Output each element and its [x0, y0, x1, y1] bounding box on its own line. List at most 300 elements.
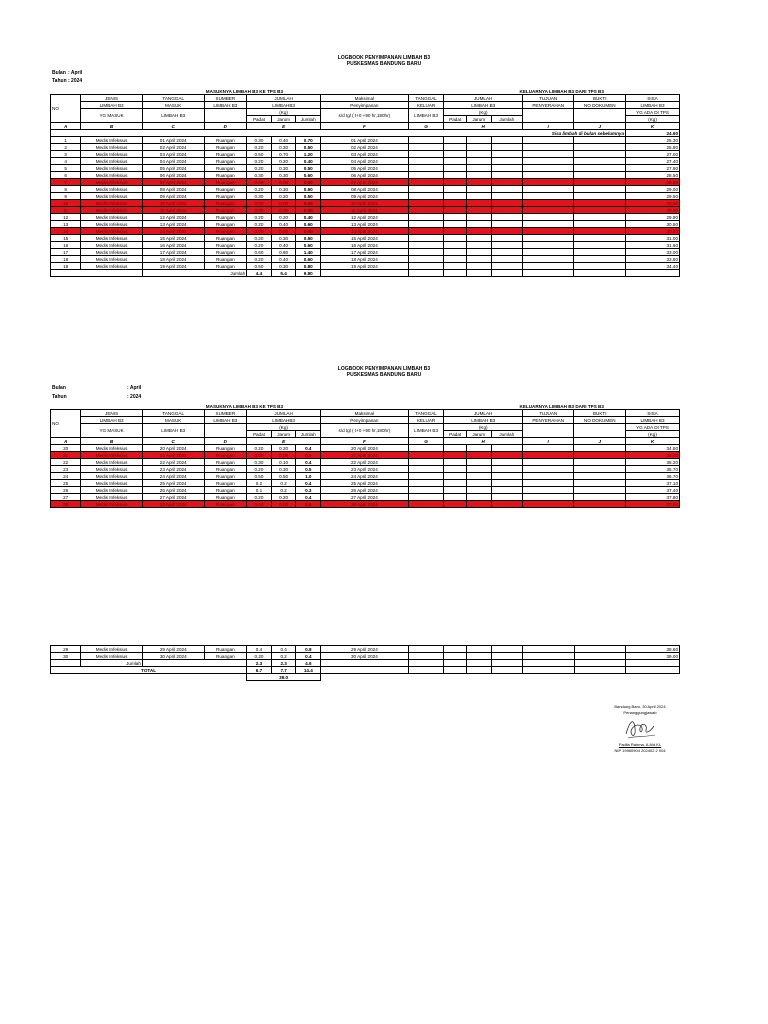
cell-jarum-keluar	[466, 235, 491, 242]
cell-padat: 0.00	[247, 200, 272, 207]
cell-jenis: Medis Infeksius	[81, 151, 143, 158]
cell-tanggal-masuk: 29 April 2024	[142, 646, 204, 653]
cell-bukti	[574, 235, 626, 242]
col-tgl-keluar-header-3: LIMBAH B3	[408, 424, 444, 438]
cell-sumber: Ruangan	[204, 228, 247, 235]
bulan-value-2: : April	[127, 385, 142, 391]
cell-jarum: 0.40	[271, 242, 296, 249]
col-kg-header: (Kg)	[247, 424, 321, 431]
cell-padat-keluar	[444, 151, 466, 158]
cell-jarum: 0.20	[271, 193, 296, 200]
cell-sisa: 33.60	[626, 256, 680, 263]
grand-empty	[626, 674, 680, 681]
col-bukti-header-1: BUKTI	[574, 410, 626, 417]
cell-no: 1	[51, 137, 81, 144]
cell-jumlah-keluar	[491, 200, 522, 207]
cell-tujuan	[522, 221, 574, 228]
sisa-blank	[51, 130, 626, 137]
cell-maksimal: 29 April 2024	[321, 646, 408, 653]
cell-jarum-keluar	[466, 221, 491, 228]
cell-jumlah: 0.00	[296, 179, 321, 186]
col-sumber-header-3	[204, 424, 247, 438]
cell-maksimal: 08 April 2024	[321, 186, 409, 193]
cell-bukti	[574, 459, 626, 466]
cell-jarum: 0.70	[271, 151, 296, 158]
cell-sumber: Ruangan	[204, 263, 247, 270]
table-row	[51, 653, 680, 660]
cell-padat-keluar	[444, 172, 466, 179]
letter-h: H	[444, 438, 522, 445]
cell-sisa: 29.00	[626, 186, 680, 193]
cell-tgl-keluar	[408, 452, 444, 459]
cell-tujuan	[522, 501, 574, 508]
cell-jenis: Medis Infeksius	[81, 158, 143, 165]
jumlah-jarum-3: 2.3	[271, 660, 296, 667]
cell-padat-keluar	[444, 487, 466, 494]
tahun-line-2	[52, 394, 141, 400]
cell-bukti	[574, 480, 626, 487]
jumlah-empty	[574, 660, 626, 667]
cell-sumber: Ruangan	[204, 653, 247, 660]
jumlah-empty	[408, 660, 444, 667]
signature-name: Fadila Rahma, A.Md.KL	[618, 742, 662, 747]
total-empty	[522, 667, 574, 674]
cell-bukti	[574, 207, 626, 214]
cell-sumber: Ruangan	[204, 459, 247, 466]
cell-padat-keluar	[444, 242, 466, 249]
cell-tujuan	[522, 480, 574, 487]
grand-empty	[491, 674, 522, 681]
table-row	[51, 494, 680, 501]
grand-total-value: 39.0	[247, 674, 321, 681]
cell-sumber: Ruangan	[204, 158, 247, 165]
cell-sumber: Ruangan	[204, 144, 247, 151]
cell-jarum: 0.40	[271, 221, 296, 228]
cell-sumber: Ruangan	[204, 249, 247, 256]
letter-e: E	[247, 123, 321, 130]
cell-bukti	[574, 646, 626, 653]
col-tanggal-header-3: LIMBAH B3	[142, 109, 204, 123]
cell-maksimal: 17 April 2024	[321, 249, 409, 256]
cell-tanggal-masuk: 18 April 2024	[142, 256, 204, 263]
cell-jumlah: 0.40	[296, 158, 321, 165]
logbook-subtitle: PUSKESMAS BANDUNG BARU	[346, 61, 422, 67]
cell-jenis: Medis Infeksius	[81, 646, 143, 653]
cell-tujuan	[522, 494, 574, 501]
col-maksimal-header-1: Maksimal	[321, 95, 409, 102]
letter-a: A	[51, 123, 81, 130]
cell-tujuan	[522, 263, 574, 270]
cell-jarum: 0.30	[271, 144, 296, 151]
letter-j: J	[574, 438, 626, 445]
cell-maksimal: 12 April 2024	[321, 214, 409, 221]
cell-sumber: Ruangan	[204, 473, 247, 480]
cell-tanggal-masuk: 15 April 2024	[142, 235, 204, 242]
cell-sumber: Ruangan	[204, 179, 247, 186]
cell-sumber: Ruangan	[204, 445, 247, 452]
letter-k: K	[626, 438, 680, 445]
cell-tujuan	[522, 466, 574, 473]
col-jenis-header-1: JENIS	[81, 95, 143, 102]
cell-bukti	[574, 179, 626, 186]
cell-padat: 0.30	[247, 459, 272, 466]
table-row	[51, 445, 680, 452]
col-jumlah-sub-header: Jumlah	[296, 431, 321, 438]
cell-jumlah: 0.50	[296, 144, 321, 151]
cell-jenis: Medis Infeksius	[81, 445, 143, 452]
col-sisa-header-4: (Kg)	[626, 431, 680, 438]
cell-no: 7	[51, 179, 81, 186]
sisa-sebelumnya-value: 24.60	[626, 130, 680, 137]
cell-padat: 0.2	[247, 480, 272, 487]
cell-sumber: Ruangan	[204, 151, 247, 158]
total-jarum: 7.7	[271, 667, 296, 674]
cell-tujuan	[522, 151, 574, 158]
cell-tujuan	[522, 473, 574, 480]
table-row	[51, 466, 680, 473]
table-1-body	[51, 130, 680, 277]
col-sisa-header-3: YG ADA DI TPS	[626, 109, 680, 116]
cell-jenis: Medis Infeksius	[81, 452, 143, 459]
cell-sisa: 34.80	[626, 452, 680, 459]
sisa-sebelumnya-label: Sisa limbah di bulan sebelumnya	[551, 130, 625, 136]
cell-sumber: Ruangan	[204, 172, 247, 179]
cell-jarum: 0.00	[271, 452, 296, 459]
cell-tanggal-masuk: 07 April 2024	[142, 179, 204, 186]
col-limbah-keluar-header: LIMBAH B3	[444, 417, 522, 424]
keluar-group-title: KELUARNYA LIMBAH B3 DARI TPS B3	[519, 403, 604, 409]
cell-tgl-keluar	[408, 242, 444, 249]
col-tgl-keluar-header-3: LIMBAH B3	[408, 109, 444, 123]
col-padat-keluar-header: Padat	[444, 116, 466, 123]
cell-jenis: Medis Infeksius	[81, 487, 143, 494]
cell-no: 24	[51, 473, 81, 480]
logbook-subtitle-2: PUSKESMAS BANDUNG BARU	[346, 372, 422, 378]
cell-tujuan	[522, 459, 574, 466]
table-row	[51, 207, 680, 214]
cell-tujuan	[522, 165, 574, 172]
cell-jumlah: 1.40	[296, 249, 321, 256]
cell-sumber: Ruangan	[204, 214, 247, 221]
cell-padat: 0.00	[247, 207, 272, 214]
cell-tgl-keluar	[408, 487, 444, 494]
cell-maksimal: 27 April 2024	[321, 494, 409, 501]
cell-jenis: Medis Infeksius	[81, 193, 143, 200]
cell-tgl-keluar	[408, 494, 444, 501]
cell-sumber: Ruangan	[204, 221, 247, 228]
cell-tgl-keluar	[408, 256, 444, 263]
cell-tgl-keluar	[408, 480, 444, 487]
col-tanggal-header-3: LIMBAH B3	[142, 424, 204, 438]
jumlah-padat-3: 2.3	[247, 660, 272, 667]
letter-f: F	[321, 123, 409, 130]
cell-sumber: Ruangan	[204, 235, 247, 242]
cell-jumlah-keluar	[491, 186, 522, 193]
cell-jumlah-keluar	[491, 459, 522, 466]
cell-padat: 0.20	[247, 235, 272, 242]
total-row	[51, 667, 680, 674]
cell-jumlah: 0.80	[296, 263, 321, 270]
cell-padat-keluar	[444, 200, 466, 207]
table-row	[51, 137, 680, 144]
cell-no: 28	[51, 501, 81, 508]
jumlah-blank	[51, 660, 81, 667]
grand-empty	[444, 674, 466, 681]
cell-tgl-keluar	[408, 653, 444, 660]
cell-padat-keluar	[444, 653, 466, 660]
cell-sumber: Ruangan	[204, 646, 247, 653]
cell-sisa: 37.10	[626, 480, 680, 487]
cell-tanggal-masuk: 21 April 2024	[142, 452, 204, 459]
cell-bukti	[574, 214, 626, 221]
cell-sisa: 34.40	[626, 263, 680, 270]
col-jarum-header: Jarum	[271, 431, 296, 438]
cell-tanggal-masuk: 10 April 2024	[142, 200, 204, 207]
cell-padat: 0.20	[247, 214, 272, 221]
cell-bukti	[574, 137, 626, 144]
letter-e: E	[247, 438, 321, 445]
cell-jarum-keluar	[466, 151, 491, 158]
cell-sisa: 35.70	[626, 466, 680, 473]
letter-f: F	[321, 438, 409, 445]
cell-jumlah: 0.5	[296, 466, 321, 473]
cell-tanggal-masuk: 16 April 2024	[142, 242, 204, 249]
cell-jenis: Medis Infeksius	[81, 466, 143, 473]
cell-padat-keluar	[444, 137, 466, 144]
cell-maksimal: 06 April 2024	[321, 172, 409, 179]
jumlah-empty	[491, 270, 522, 277]
col-maksimal-header-2: Penyimpanan	[321, 102, 409, 109]
cell-bukti	[574, 487, 626, 494]
cell-jenis: Medis Infeksius	[81, 200, 143, 207]
cell-jumlah-keluar	[491, 473, 522, 480]
cell-jenis: Medis Infeksius	[81, 214, 143, 221]
jumlah-blank	[142, 660, 246, 667]
masuk-group-title: MASUKNYA LIMBAH B3 KE TPS B3	[205, 403, 284, 409]
cell-tgl-keluar	[408, 473, 444, 480]
table-2-body	[51, 445, 680, 508]
cell-padat: 0.20	[247, 256, 272, 263]
cell-no: 17	[51, 249, 81, 256]
cell-jumlah: 0.70	[296, 137, 321, 144]
cell-sisa: 31.60	[626, 242, 680, 249]
cell-padat: 0.50	[247, 473, 272, 480]
cell-tujuan	[522, 452, 574, 459]
cell-sisa: 27.40	[626, 158, 680, 165]
cell-bukti	[574, 200, 626, 207]
cell-padat: 0.60	[247, 249, 272, 256]
cell-maksimal: 18 April 2024	[321, 256, 409, 263]
cell-sisa: 38.60	[626, 646, 680, 653]
total-jumlah: 14.4	[296, 667, 321, 674]
bulan-label: Bulan	[52, 70, 66, 76]
cell-sumber: Ruangan	[204, 487, 247, 494]
col-sisa-header-4: (Kg)	[626, 116, 680, 123]
cell-jenis: Medis Infeksius	[81, 473, 143, 480]
cell-padat-keluar	[444, 221, 466, 228]
cell-bukti	[574, 221, 626, 228]
jumlah-jarum: 5.4	[271, 270, 296, 277]
cell-sisa: 28.50	[626, 172, 680, 179]
cell-tujuan	[522, 186, 574, 193]
cell-jarum-keluar	[466, 494, 491, 501]
jumlah-empty	[466, 660, 491, 667]
col-bukti-header-2: NO DOKUMEN	[574, 102, 626, 109]
cell-no: 14	[51, 228, 81, 235]
cell-padat-keluar	[444, 207, 466, 214]
cell-padat: 0.20	[247, 186, 272, 193]
cell-padat: 0.20	[247, 445, 272, 452]
table-row	[51, 144, 680, 151]
cell-jarum: 0.30	[271, 172, 296, 179]
cell-maksimal: 24 April 2024	[321, 473, 409, 480]
cell-tujuan	[522, 249, 574, 256]
cell-maksimal: 13 April 2024	[321, 221, 409, 228]
cell-padat: 0.20	[247, 494, 272, 501]
col-padat-header: Padat	[247, 431, 272, 438]
logbook-table-1	[50, 88, 680, 277]
cell-bukti	[574, 452, 626, 459]
cell-tgl-keluar	[408, 235, 444, 242]
jumlah-padat: 4.4	[247, 270, 272, 277]
col-jumlah-keluar-header: JUMLAH	[444, 95, 522, 102]
cell-padat-keluar	[444, 144, 466, 151]
cell-padat-keluar	[444, 501, 466, 508]
cell-tanggal-masuk: 26 April 2024	[142, 487, 204, 494]
cell-jarum: 0.10	[271, 459, 296, 466]
cell-no: 6	[51, 172, 81, 179]
cell-jarum-keluar	[466, 207, 491, 214]
table-row	[51, 165, 680, 172]
cell-jarum: 0.30	[271, 235, 296, 242]
cell-tanggal-masuk: 12 April 2024	[142, 214, 204, 221]
col-jenis-header-2: LIMBAH B3	[81, 417, 143, 424]
cell-no: 10	[51, 200, 81, 207]
table-row	[51, 646, 680, 653]
cell-jarum-keluar	[466, 501, 491, 508]
cell-jenis: Medis Infeksius	[81, 186, 143, 193]
cell-jumlah-keluar	[491, 193, 522, 200]
cell-tgl-keluar	[408, 445, 444, 452]
table-row	[51, 480, 680, 487]
cell-jumlah: 1.0	[296, 473, 321, 480]
cell-jenis: Medis Infeksius	[81, 172, 143, 179]
col-no-header: NO	[51, 95, 81, 123]
table-row	[51, 263, 680, 270]
cell-sisa: 29.50	[626, 193, 680, 200]
cell-padat: 0.20	[247, 466, 272, 473]
col-sisa-header-1: SISA	[626, 95, 680, 102]
cell-no: 19	[51, 263, 81, 270]
jumlah-empty	[491, 660, 522, 667]
cell-padat-keluar	[444, 228, 466, 235]
cell-bukti	[574, 158, 626, 165]
jumlah-row	[51, 270, 680, 277]
cell-padat-keluar	[444, 480, 466, 487]
col-jenis-header-2: LIMBAH B3	[81, 102, 143, 109]
cell-tanggal-masuk: 30 April 2024	[142, 653, 204, 660]
cell-jarum-keluar	[466, 452, 491, 459]
cell-tgl-keluar	[408, 179, 444, 186]
cell-jarum: 0.00	[271, 200, 296, 207]
cell-jumlah-keluar	[491, 235, 522, 242]
bulan-value: : April	[68, 70, 83, 76]
cell-tujuan	[522, 487, 574, 494]
cell-jumlah-keluar	[491, 144, 522, 151]
cell-jarum-keluar	[466, 242, 491, 249]
cell-maksimal: 15 April 2024	[321, 235, 409, 242]
col-kg-keluar-header: (Kg)	[444, 109, 522, 116]
col-tgl-keluar-header-1: TANGGAL	[408, 410, 444, 417]
col-sumber-header-1: SUMBER	[204, 410, 247, 417]
tahun-value-2: : 2024	[127, 394, 142, 400]
logbook-table-3	[50, 645, 680, 681]
col-sumber-header-2: LIMBAH B3	[204, 102, 247, 109]
cell-jarum-keluar	[466, 249, 491, 256]
letter-a: A	[51, 438, 81, 445]
cell-bukti	[574, 172, 626, 179]
col-jumlah-header: JUMLAH	[247, 95, 321, 102]
cell-sumber: Ruangan	[204, 193, 247, 200]
cell-jarum-keluar	[466, 256, 491, 263]
jumlah-empty	[321, 270, 409, 277]
cell-maksimal: 01 April 2024	[321, 137, 409, 144]
cell-jenis: Medis Infeksius	[81, 179, 143, 186]
cell-jumlah: 0.0	[296, 501, 321, 508]
cell-bukti	[574, 151, 626, 158]
cell-jumlah: 0.60	[296, 221, 321, 228]
table-row	[51, 186, 680, 193]
jumlah-empty	[466, 270, 491, 277]
table-row	[51, 193, 680, 200]
col-jenis-header-3: YG MASUK	[81, 109, 143, 123]
table-row	[51, 501, 680, 508]
cell-padat-keluar	[444, 646, 466, 653]
cell-tgl-keluar	[408, 172, 444, 179]
cell-jumlah: 0.0	[296, 452, 321, 459]
cell-tgl-keluar	[408, 501, 444, 508]
cell-padat: 0.20	[247, 242, 272, 249]
cell-tgl-keluar	[408, 207, 444, 214]
table-row	[51, 487, 680, 494]
cell-tgl-keluar	[408, 214, 444, 221]
cell-padat-keluar	[444, 249, 466, 256]
cell-bukti	[574, 242, 626, 249]
cell-maksimal: 14 April 2024	[321, 228, 409, 235]
table-row	[51, 200, 680, 207]
cell-no: 15	[51, 235, 81, 242]
col-tgl-keluar-header-2: KELUAR	[408, 102, 444, 109]
cell-no: 25	[51, 480, 81, 487]
col-tujuan-header-1: TUJUAN	[522, 410, 574, 417]
table-1-header	[51, 88, 680, 130]
cell-jumlah-keluar	[491, 242, 522, 249]
cell-jarum: 0.00	[271, 501, 296, 508]
cell-jumlah-keluar	[491, 228, 522, 235]
cell-sisa: 29.90	[626, 214, 680, 221]
jumlah-total: 9.80	[296, 270, 321, 277]
cell-tujuan	[522, 137, 574, 144]
jumlah-empty	[444, 270, 466, 277]
total-padat: 6.7	[247, 667, 272, 674]
total-empty	[491, 667, 522, 674]
col-sumber-header-2: LIMBAH B3	[204, 417, 247, 424]
cell-maksimal: 02 April 2024	[321, 144, 409, 151]
cell-jumlah-keluar	[491, 487, 522, 494]
total-empty	[321, 667, 408, 674]
cell-sisa: 37.80	[626, 501, 680, 508]
col-jumlah-keluar-sub-header: Jumlah	[491, 431, 522, 438]
